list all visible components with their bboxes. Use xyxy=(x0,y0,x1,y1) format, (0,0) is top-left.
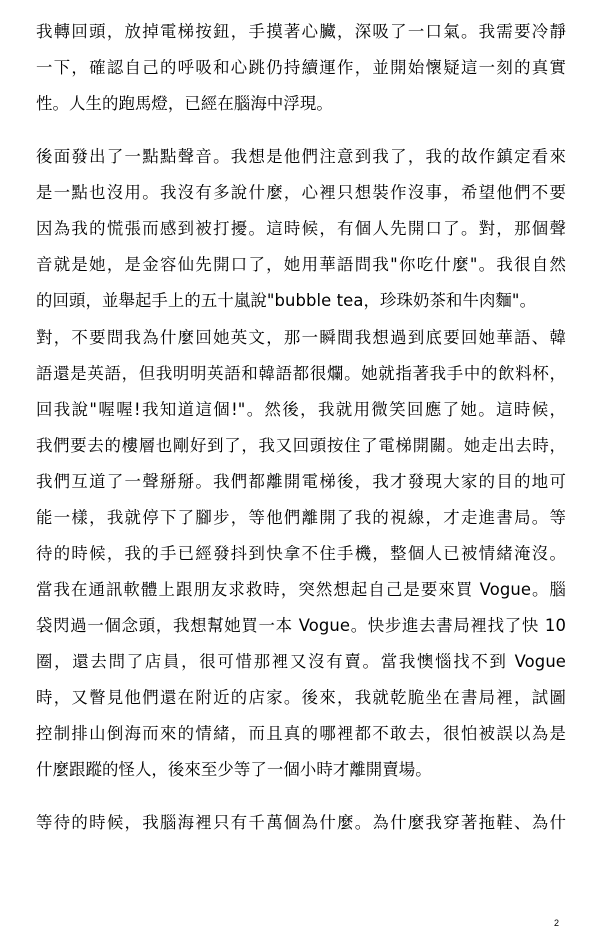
text-line: 什麼跟蹤的怪人，後來至少等了一個小時才離開賣場。 xyxy=(36,760,432,779)
text-line: 袋閃過一個念頭，我想幫她買一本 Vogue。快步進去書局裡找了快 10 xyxy=(36,616,566,635)
text-line: 語還是英語，但我明明英語和韓語都很爛。她就指著我手中的飲料杯， xyxy=(36,364,566,383)
text-line: 我們互道了一聲掰掰。我們都離開電梯後，我才發現大家的目的地可 xyxy=(36,472,566,491)
text-line: 後面發出了一點點聲音。我想是他們注意到我了，我的故作鎮定看來 xyxy=(36,147,566,166)
text-line: 時，又瞥見他們還在附近的店家。後來，我就乾脆坐在書局裡，試圖 xyxy=(36,688,566,707)
text-line: 我們要去的樓層也剛好到了，我又回頭按住了電梯開關。她走出去時， xyxy=(36,436,566,455)
text-line: 回我說"喔喔!我知道這個!"。然後，我就用微笑回應了她。這時候， xyxy=(36,400,566,419)
text-line: 當我在通訊軟體上跟朋友求救時，突然想起自己是要來買 Vogue。腦 xyxy=(36,580,566,599)
text-line: 待的時候，我的手已經發抖到快拿不住手機，整個人已被情緒淹沒。 xyxy=(36,544,566,563)
text-line: 對，不要問我為什麼回她英文，那一瞬間我想過到底要回她華語、韓 xyxy=(36,328,566,347)
text-line: 音就是她，是金容仙先開口了，她用華語問我"你吃什麼"。我很自然 xyxy=(36,255,566,274)
text-line: 圈，還去問了店員，很可惜那裡又沒有賣。當我懊惱找不到 Vogue xyxy=(36,652,566,671)
text-line: 性。人生的跑馬燈，已經在腦海中浮現。 xyxy=(36,94,333,113)
text-line: 是一點也沒用。我沒有多說什麼，心裡只想裝作沒事，希望他們不要 xyxy=(36,183,566,202)
text-line: 能一樣，我就停下了腳步，等他們離開了我的視線，才走進書局。等 xyxy=(36,508,566,527)
text-line: 我轉回頭，放掉電梯按鈕，手摸著心臟，深吸了一口氣。我需要冷靜 xyxy=(36,22,566,41)
text-line: 控制排山倒海而來的情緒，而且真的哪裡都不敢去，很怕被誤以為是 xyxy=(36,724,566,743)
text-line: 一下，確認自己的呼吸和心跳仍持續運作，並開始懷疑這一刻的真實 xyxy=(36,58,566,77)
text-line: 因為我的慌張而感到被打擾。這時候，有個人先開口了。對，那個聲 xyxy=(36,219,566,238)
text-line: 等待的時候，我腦海裡只有千萬個為什麼。為什麼我穿著拖鞋、為什 xyxy=(36,813,566,832)
page-number: 2 xyxy=(553,918,559,928)
text-line: 的回頭，並舉起手上的五十嵐說"bubble tea，珍珠奶茶和牛肉麵"。 xyxy=(36,291,537,310)
